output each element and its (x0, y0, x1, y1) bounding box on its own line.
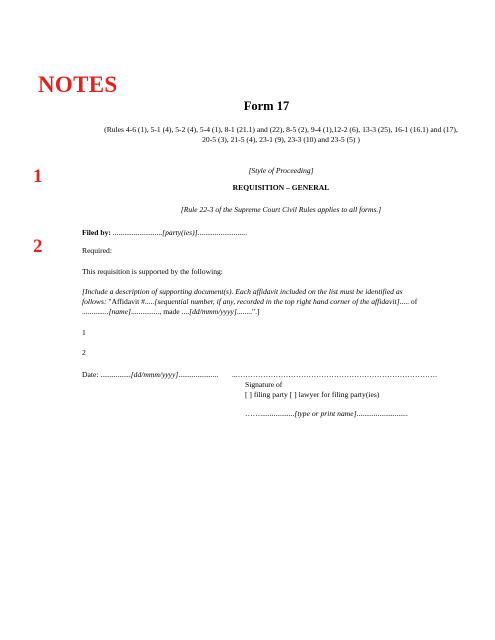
print-name-dots-before: …….................. (245, 409, 295, 418)
instructions-quote-4: ........" (236, 307, 256, 316)
date-line (82, 370, 218, 380)
date-placeholder: [dd/mmm/yyyy] (130, 370, 179, 379)
print-name-dots-after: ........................... (356, 409, 408, 418)
print-name-line (245, 409, 408, 419)
instructions-placeholder-date: [dd/mmm/yyyy] (189, 307, 237, 316)
form-title: Form 17 (243, 99, 290, 113)
required-label: Required: (82, 246, 112, 255)
instructions-placeholder-number: [sequential number, if any, recorded in the top right hand corner of the affidavit] (154, 297, 400, 306)
instructions-quote-2: ..... of .............. (82, 297, 418, 316)
filed-by-dots-after: .......................... (197, 228, 247, 237)
notes-heading: NOTES (38, 72, 118, 97)
rules-reference: (Rules 4-6 (1), 5-1 (4), 5-2 (4), 5-4 (1), 8-1 (21.1) and (22), 8-5 (2), 9-4 (1),12-2 (6), 13-3 (25), 16-1 (16.1) and (17), 20-5 (3), 21-5 (4), 23-1 (9), 23-3 (10) and 23-5 (5) ) (104, 125, 458, 144)
margin-number-2: 2 (33, 236, 43, 257)
rule-note: [Rule 22-3 of the Supreme Court Civil Rules applies to all forms.] (180, 205, 382, 214)
instructions-paragraph (82, 287, 424, 317)
date-label: Date: ................ (82, 370, 131, 379)
requisition-title: REQUISITION – GENERAL (232, 183, 330, 192)
signature-label: Signature of (245, 380, 283, 389)
supported-by-text: This requisition is supported by the following: (82, 267, 223, 276)
instructions-placeholder-name: [name] (108, 307, 131, 316)
date-dots: ..................... (178, 370, 219, 379)
style-of-proceeding: [Style of Proceeding] (248, 166, 314, 175)
margin-number-1: 1 (33, 166, 43, 187)
print-name-placeholder: [type or print name] (294, 409, 357, 418)
filed-by-line (82, 228, 247, 238)
list-number-1: 1 (82, 328, 86, 337)
filed-by-placeholder: [party(ies)] (162, 228, 198, 237)
instructions-end: .] (255, 307, 260, 316)
instructions-quote-1: "Affidavit #..... (108, 297, 155, 306)
filed-by-label: Filed by: (82, 228, 111, 237)
instructions-part-1: [Include a description of supporting document(s). Each affidavit included on the list must be identified as follows: (82, 287, 403, 306)
instructions-quote-3: ..............., made .... (130, 307, 190, 316)
filed-by-dots-before: .......................... (110, 228, 163, 237)
signature-dots-line: ...……………………………………………………………………. (232, 370, 438, 379)
list-number-2: 2 (82, 348, 86, 357)
signature-options: [ ] filing party [ ] lawyer for filing party(ies) (245, 390, 380, 399)
